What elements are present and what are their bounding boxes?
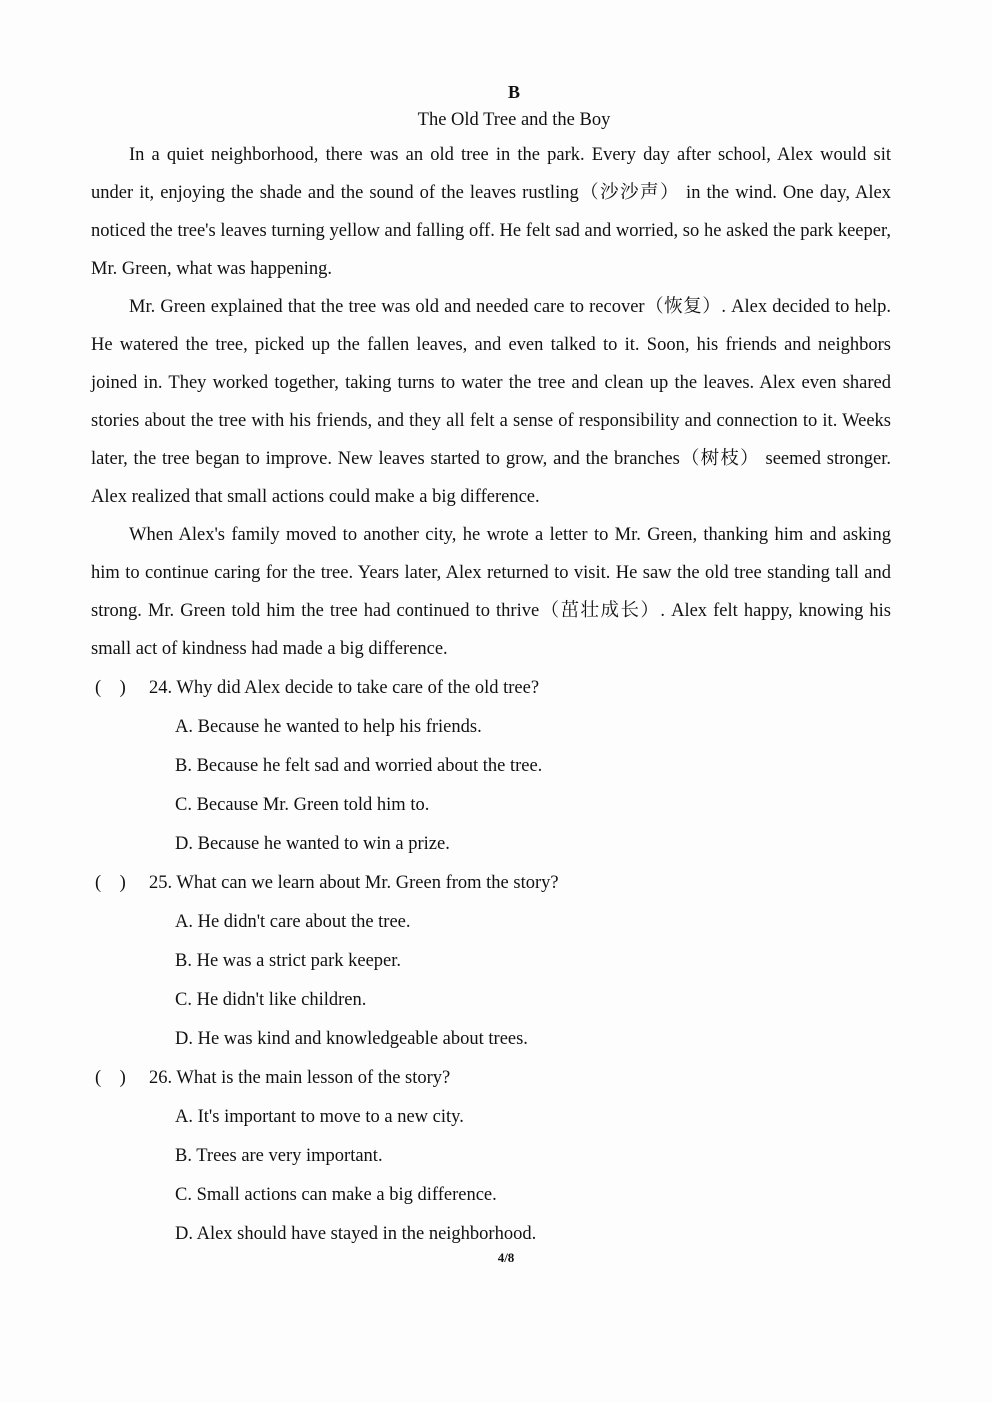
option-c: C. Because Mr. Green told him to. xyxy=(175,795,430,815)
page-number: 4/8 xyxy=(497,1250,515,1265)
option-d: D. He was kind and knowledgeable about trees. xyxy=(175,1029,528,1049)
section-label: B xyxy=(507,82,520,102)
option-c: C. He didn't like children. xyxy=(175,990,367,1010)
passage-paragraph-3: When Alex's family moved to another city, he wrote a letter to Mr. Green, thanking him and asking him to continue caring for the tree. Years later, Alex returned to visit. He saw the old tree standing tall and strong. Mr. Green told him the tree had continued to thrive（茁壮成长）. Alex felt happy, knowing his small act of kindness had made a big difference. xyxy=(91,525,891,659)
question-24 xyxy=(95,670,895,865)
question-stem: 24. Why did Alex decide to take care of the old tree? xyxy=(149,678,540,698)
answer-blank[interactable]: ( ) xyxy=(95,1068,126,1088)
question-26 xyxy=(95,1060,895,1255)
option-b: B. He was a strict park keeper. xyxy=(175,951,402,971)
passage-paragraph-1: In a quiet neighborhood, there was an old tree in the park. Every day after school, Alex would sit under it, enjoying the shade and the sound of the leaves rustling（沙沙声） in the wind. One day, Alex noticed the tree's leaves turning yellow and falling off. He felt sad and worried, so he asked the park keeper, Mr. Green, what was happening. xyxy=(91,145,891,279)
option-b: B. Trees are very important. xyxy=(175,1146,383,1166)
option-d: D. Because he wanted to win a prize. xyxy=(175,834,450,854)
option-d: D. Alex should have stayed in the neighborhood. xyxy=(175,1224,537,1244)
question-list xyxy=(95,670,895,1255)
option-c: C. Small actions can make a big difference. xyxy=(175,1185,497,1205)
option-a: A. Because he wanted to help his friends. xyxy=(175,717,482,737)
question-stem: 25. What can we learn about Mr. Green from the story? xyxy=(149,873,559,893)
option-b: B. Because he felt sad and worried about the tree. xyxy=(175,756,543,776)
answer-blank[interactable]: ( ) xyxy=(95,678,126,698)
reading-passage xyxy=(91,136,891,668)
option-a: A. It's important to move to a new city. xyxy=(175,1107,464,1127)
question-25 xyxy=(95,865,895,1060)
option-a: A. He didn't care about the tree. xyxy=(175,912,411,932)
answer-blank[interactable]: ( ) xyxy=(95,873,126,893)
question-stem: 26. What is the main lesson of the story? xyxy=(149,1068,451,1088)
passage-title: The Old Tree and the Boy xyxy=(417,110,611,130)
passage-paragraph-2: Mr. Green explained that the tree was old and needed care to recover（恢复）. Alex decided to help. He watered the tree, picked up the fallen leaves, and even talked to it. Soon, his friends and neighbors joined in. They worked together, taking turns to water the tree and clean up the leaves. Alex even shared stories about the tree with his friends, and they all felt a sense of responsibility and connection to it. Weeks later, the tree began to improve. New leaves started to grow, and the branches（树枝） seemed stronger. Alex realized that small actions could make a big difference. xyxy=(91,297,891,507)
